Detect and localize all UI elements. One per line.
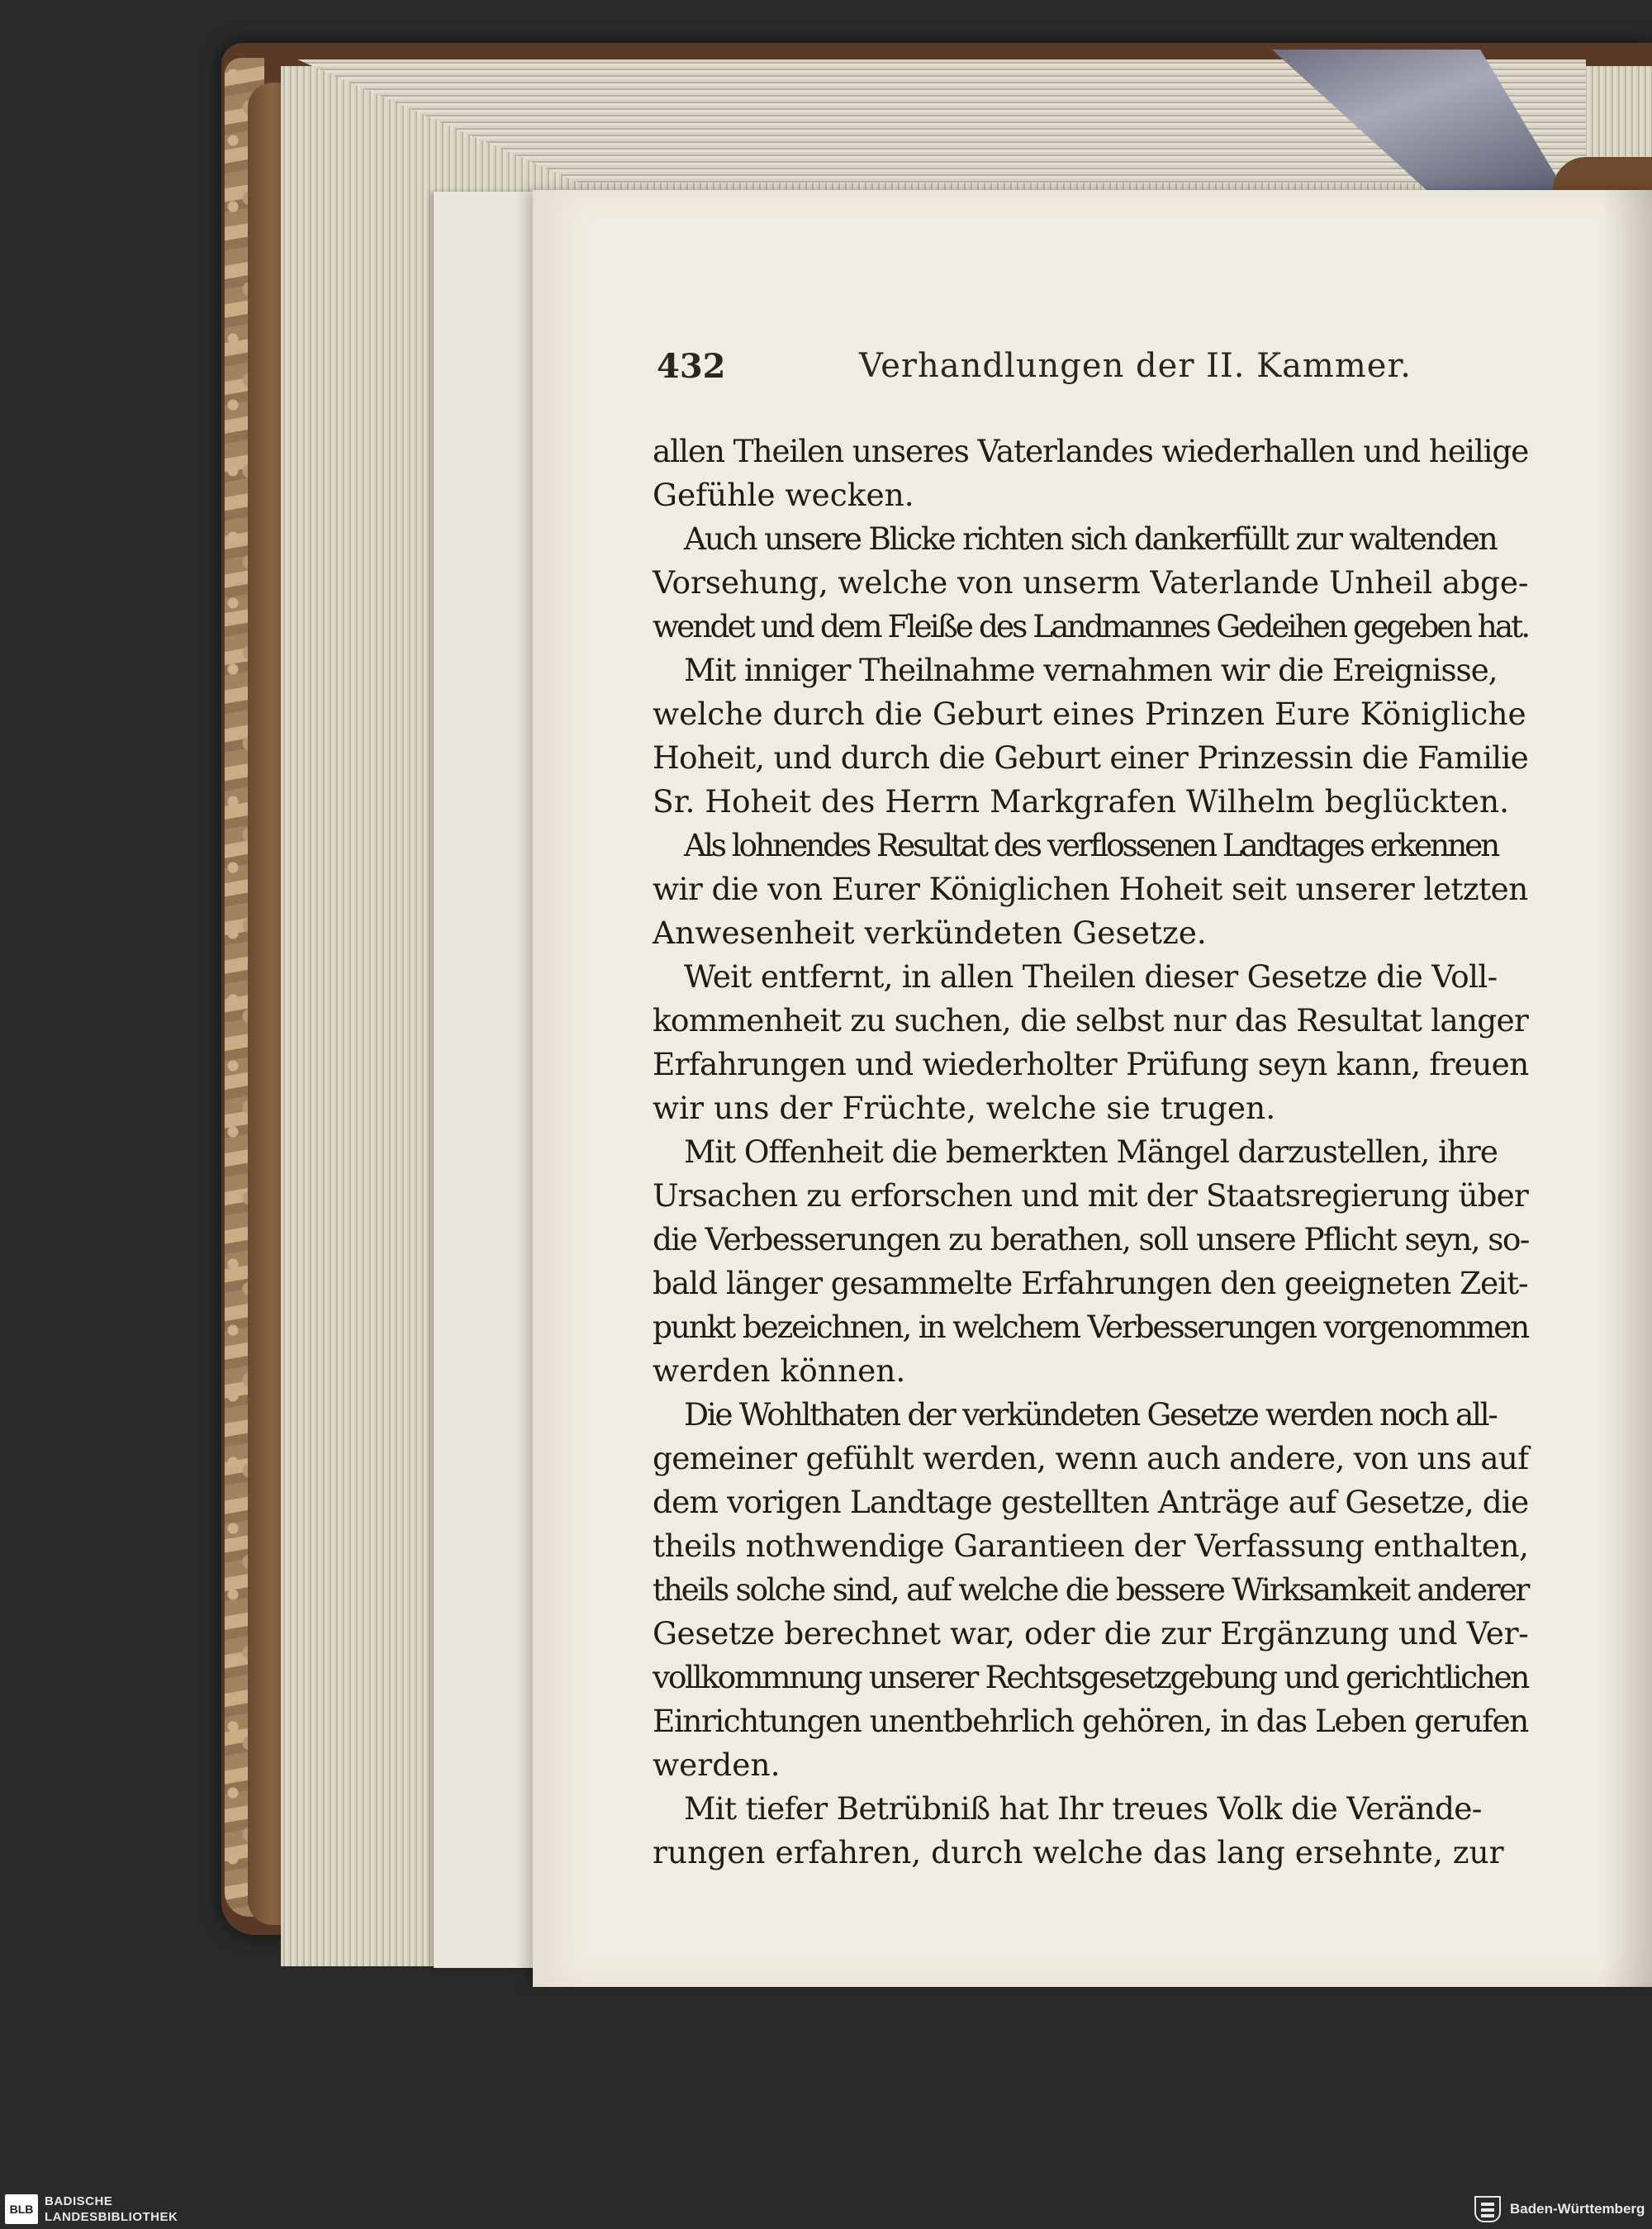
- text-line: wir uns der Früchte, welche sie trugen.: [653, 1090, 1276, 1126]
- text-line: Sr. Hoheit des Herrn Markgrafen Wilhelm beglückten.: [653, 783, 1510, 820]
- paragraph: [653, 1130, 1528, 1393]
- paragraph: [653, 517, 1528, 649]
- footer-bar: [0, 2189, 1652, 2229]
- paragraph: [653, 649, 1528, 824]
- text-line: Mit tiefer Betrübniß hat Ihr treues Volk die Verände-: [684, 1790, 1482, 1827]
- text-line: Mit inniger Theilnahme vernahmen wir die Ereignisse,: [684, 652, 1498, 688]
- body-text: [653, 430, 1528, 1875]
- paragraph: [653, 1393, 1528, 1787]
- library-name: [45, 2193, 178, 2225]
- coat-of-arms-icon: [1474, 2196, 1501, 2222]
- text-line: Gesetze berechnet war, oder die zur Ergänzung und Ver-: [653, 1615, 1529, 1652]
- paragraph: [653, 824, 1528, 955]
- text-line: welche durch die Geburt eines Prinzen Eure Königliche: [653, 696, 1526, 732]
- book-page: [533, 190, 1652, 1987]
- page-header: [657, 347, 1565, 405]
- text-line: Ursachen zu erforschen und mit der Staatsregierung über: [653, 1177, 1528, 1214]
- page-number: 432: [657, 347, 726, 386]
- text-line: werden können.: [653, 1352, 906, 1389]
- paragraph: [653, 430, 1528, 517]
- text-line: kommenheit zu suchen, die selbst nur das Resultat langer: [653, 1002, 1528, 1038]
- text-line: rungen erfahren, durch welche das lang ersehnte, zur: [653, 1834, 1504, 1870]
- text-line: vollkommnung unserer Rechtsgesetzgebung und gerichtlichen: [653, 1659, 1529, 1695]
- text-line: theils nothwendige Garantieen der Verfassung enthalten,: [653, 1528, 1529, 1564]
- text-line: wir die von Eurer Königlichen Hoheit seit unserer letzten: [653, 871, 1528, 907]
- text-line: punkt bezeichnen, in welchem Verbesserungen vorgenommen: [653, 1309, 1529, 1345]
- paragraph: [653, 955, 1528, 1130]
- state-name: Baden-Württemberg: [1510, 2201, 1645, 2217]
- running-head: Verhandlungen der II. Kammer.: [859, 347, 1412, 385]
- page-gutter-shadow: [1602, 190, 1652, 1987]
- blb-logo: BLB: [5, 2194, 38, 2224]
- text-line: wendet und dem Fleiße des Landmannes Gedeihen gegeben hat.: [653, 608, 1529, 644]
- text-line: gemeiner gefühlt werden, wenn auch andere, von uns auf: [653, 1440, 1529, 1476]
- text-line: Auch unsere Blicke richten sich dankerfüllt zur waltenden: [684, 520, 1497, 557]
- text-line: Einrichtungen unentbehrlich gehören, in das Leben gerufen: [653, 1703, 1528, 1739]
- library-name-line2: LANDESBIBLIOTHEK: [45, 2210, 178, 2224]
- text-line: Die Wohlthaten der verkündeten Gesetze werden noch all-: [684, 1396, 1497, 1433]
- text-line: Gefühle wecken.: [653, 477, 914, 513]
- text-line: Weit entfernt, in allen Theilen dieser Gesetze die Voll-: [684, 958, 1498, 995]
- paragraph: [653, 1787, 1528, 1875]
- text-line: Vorsehung, welche von unserm Vaterlande Unheil abge-: [653, 564, 1529, 601]
- text-line: Hoheit, und durch die Geburt einer Prinzessin die Familie: [653, 739, 1529, 776]
- text-line: bald länger gesammelte Erfahrungen den geeigneten Zeit-: [653, 1265, 1528, 1301]
- library-name-line1: BADISCHE: [45, 2194, 113, 2208]
- text-line: die Verbesserungen zu berathen, soll unsere Pflicht seyn, so-: [653, 1221, 1529, 1257]
- text-line: theils solche sind, auf welche die bessere Wirksamkeit anderer: [653, 1571, 1529, 1608]
- text-line: Erfahrungen und wiederholter Prüfung seyn kann, freuen: [653, 1046, 1529, 1082]
- text-line: werden.: [653, 1747, 781, 1783]
- text-line: dem vorigen Landtage gestellten Anträge auf Gesetze, die: [653, 1484, 1529, 1520]
- text-line: Mit Offenheit die bemerkten Mängel darzustellen, ihre: [684, 1134, 1498, 1170]
- text-line: allen Theilen unseres Vaterlandes wiederhallen und heilige: [653, 433, 1529, 469]
- text-line: Anwesenheit verkündeten Gesetze.: [653, 915, 1207, 951]
- text-line: Als lohnendes Resultat des verflossenen Landtages erkennen: [684, 827, 1498, 863]
